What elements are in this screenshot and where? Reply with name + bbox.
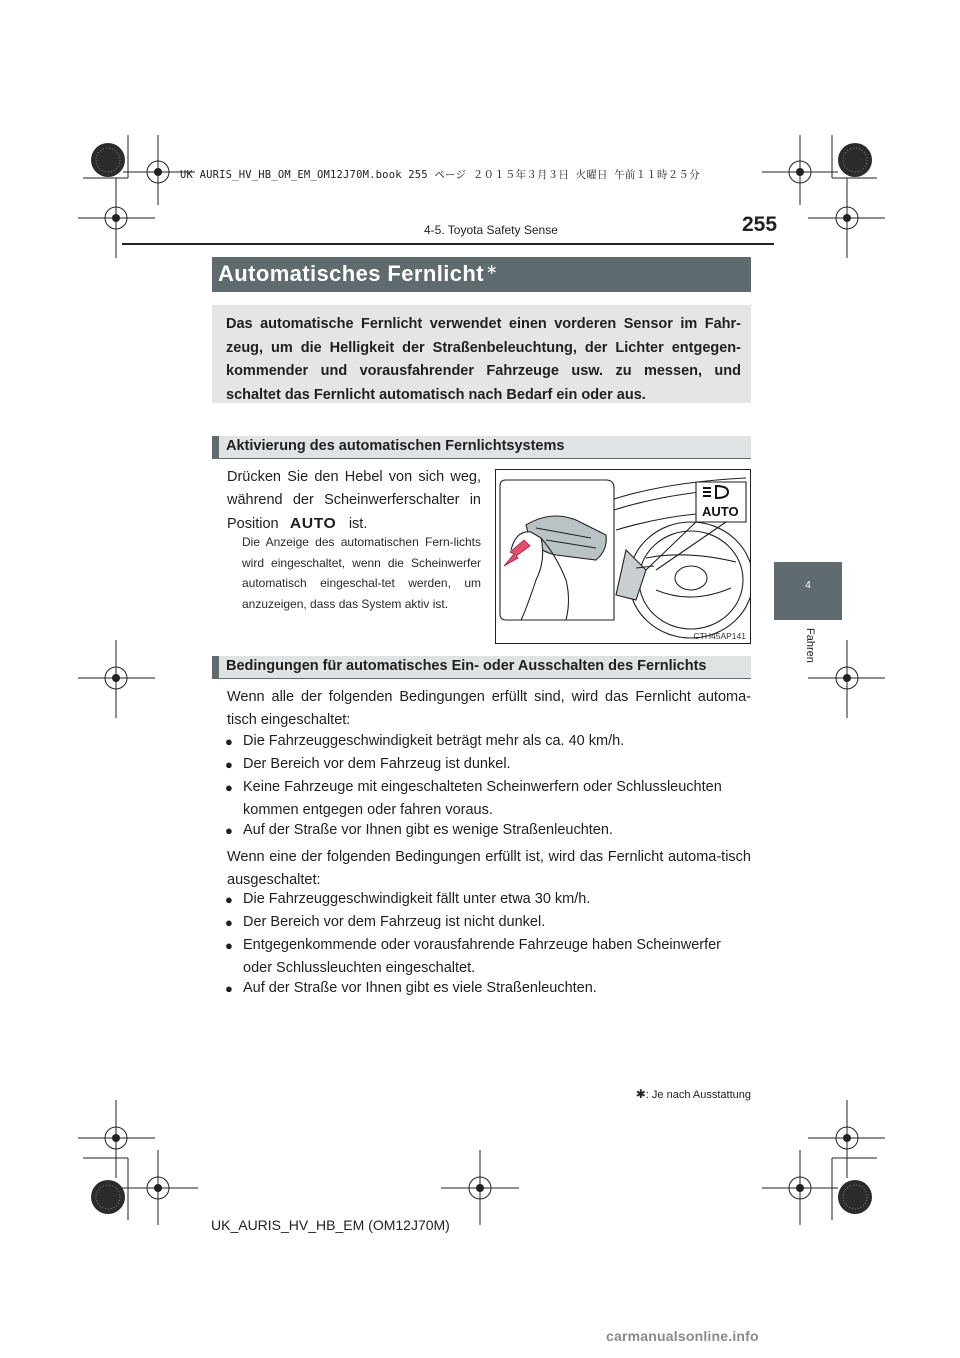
bullet-icon: ● <box>225 981 233 996</box>
chapter-label: Fahren <box>804 628 816 663</box>
bullet-icon: ● <box>225 780 233 795</box>
list-item: ● Der Bereich vor dem Fahrzeug ist dunkel. <box>225 753 751 776</box>
list-item: ● Der Bereich vor dem Fahrzeug ist nicht dunkel. <box>225 911 751 934</box>
conditions-heading: Bedingungen für automatisches Ein- oder Ausschalten des Fernlichts <box>212 656 751 678</box>
indicator-auto-label: AUTO <box>702 504 739 519</box>
footnote <box>600 1087 751 1101</box>
bullet-icon: ● <box>225 938 233 953</box>
activation-heading-rule <box>212 458 751 459</box>
page-title-text: Automatisches Fernlicht <box>218 261 484 286</box>
instruction-end: ist. <box>348 516 368 532</box>
bullet-icon: ● <box>225 892 233 907</box>
bullet-icon: ● <box>225 734 233 749</box>
auto-position-icon: AUTO <box>289 515 336 532</box>
activation-instruction <box>227 466 481 536</box>
chapter-tab[interactable] <box>774 562 842 620</box>
asterisk-icon: ✱ <box>635 1087 646 1101</box>
list-item: ● Keine Fahrzeuge mit eingeschalteten Scheinwerfern oder Schlussleuchten kommen entgegen oder fahren voraus. <box>225 776 751 822</box>
option-marker: ∗ <box>485 261 499 277</box>
bullet-icon: ● <box>225 915 233 930</box>
page-title <box>212 257 751 292</box>
chapter-number: 4 <box>805 580 811 591</box>
activation-note: Die Anzeige des automatischen Fern-lichts wird eingeschaltet, wenn die Scheinwerfer automatisch eingeschal-tet werden, um anzuzeigen, dass das System aktiv ist. <box>242 535 481 611</box>
list-item: ● Auf der Straße vor Ihnen gibt es wenige Straßenleuchten. <box>225 819 751 842</box>
footnote-text: : Je nach Ausstattung <box>645 1089 751 1101</box>
steering-lever-illustration <box>495 469 751 644</box>
list-item: ● Die Fahrzeuggeschwindigkeit beträgt mehr als ca. 40 km/h. <box>225 730 751 753</box>
intro-box: Das automatische Fernlicht verwendet einen vorderen Sensor im Fahr-zeug, um die Helligkeit der Straßenbeleuchtung, der Lichter entgegen-kommender und vorausfahrender Fahrzeuge usw. zu messen, und schaltet das Fernlicht automatisch nach Bedarf ein oder aus. <box>212 305 751 403</box>
manual-code: UK_AURIS_HV_HB_EM (OM12J70M) <box>211 1217 450 1233</box>
on-conditions-intro: Wenn alle der folgenden Bedingungen erfüllt sind, wird das Fernlicht automa-tisch eingeschaltet: <box>227 689 751 728</box>
conditions-heading-rule <box>212 678 751 679</box>
figure-code: CTH45AP141 <box>693 631 746 641</box>
list-item: ● Die Fahrzeuggeschwindigkeit fällt unter etwa 30 km/h. <box>225 888 751 911</box>
print-info-line: UK AURIS_HV_HB_OM_EM_OM12J70M.book 255 ページ ２０１５年３月３日 火曜日 午前１１時２５分 <box>180 169 700 181</box>
off-conditions-intro: Wenn eine der folgenden Bedingungen erfüllt ist, wird das Fernlicht automa-tisch ausgeschaltet: <box>227 849 751 888</box>
illustration-drawing <box>496 470 751 644</box>
page-number: 255 <box>742 213 778 236</box>
list-item: ● Auf der Straße vor Ihnen gibt es viele Straßenleuchten. <box>225 977 751 1000</box>
watermark-link[interactable]: carmanualsonline.info <box>606 1328 759 1344</box>
header-rule <box>122 243 774 245</box>
bullet-icon: ● <box>225 823 233 838</box>
list-item: ● Entgegenkommende oder vorausfahrende Fahrzeuge haben Scheinwerfer oder Schlussleuchten eingeschaltet. <box>225 934 751 980</box>
instruction-text: Drücken Sie den Hebel von sich weg, während der Scheinwerferschalter in Position <box>227 469 481 532</box>
activation-heading: Aktivierung des automatischen Fernlichtsystems <box>212 436 751 458</box>
section-title: 4-5. Toyota Safety Sense <box>424 223 558 237</box>
bullet-icon: ● <box>225 757 233 772</box>
